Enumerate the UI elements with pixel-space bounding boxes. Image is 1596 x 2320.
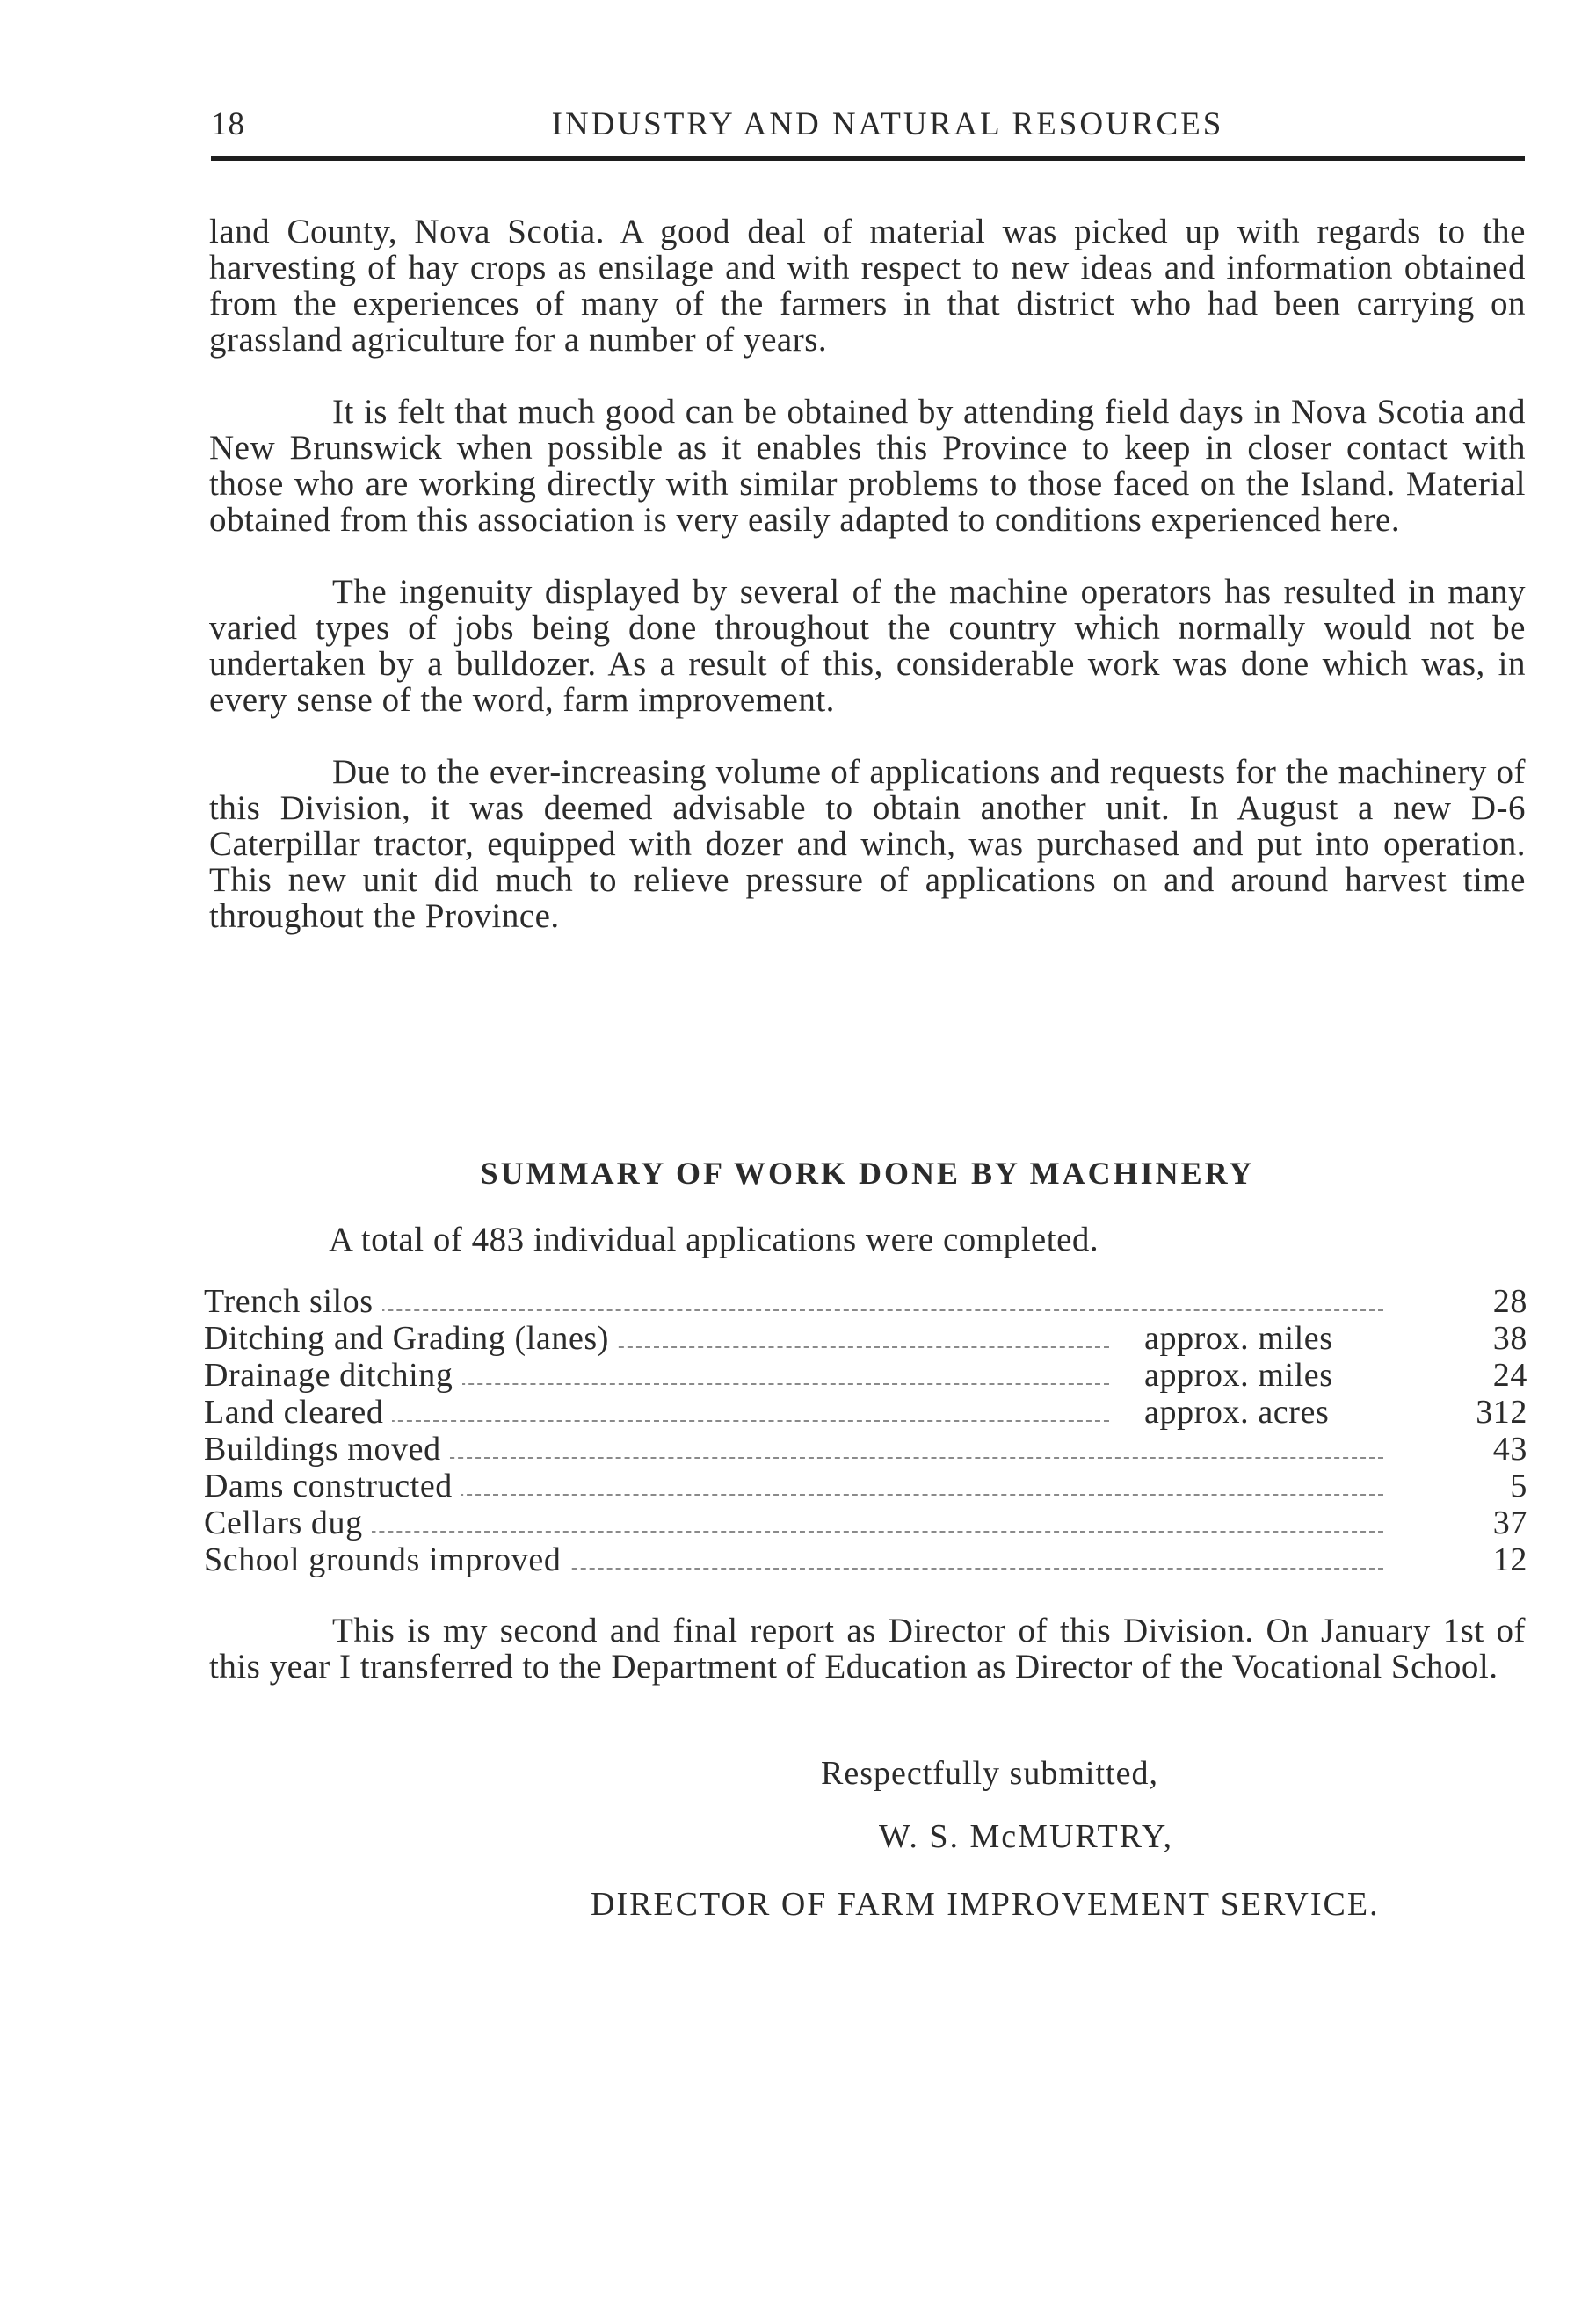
- row-value: 24: [1492, 1357, 1527, 1394]
- summary-heading: SUMMARY OF WORK DONE BY MACHINERY: [480, 1156, 1255, 1191]
- row-value: 43: [1492, 1431, 1527, 1468]
- row-label: Land cleared: [204, 1394, 392, 1431]
- row-value: 37: [1492, 1504, 1527, 1541]
- row-value: 5: [1510, 1468, 1527, 1504]
- table-row: [204, 1504, 1527, 1541]
- row-label: School grounds improved: [204, 1541, 569, 1578]
- row-label: Buildings moved: [204, 1431, 450, 1468]
- row-label: Dams constructed: [204, 1468, 461, 1504]
- row-unit: approx. miles: [1135, 1357, 1443, 1394]
- row-label: Drainage ditching: [204, 1357, 462, 1394]
- paragraph-final-report: This is my second and final report as Director of this Division. On January 1st of this year I transferred to the Department of Education as Director of the Vocational School.: [209, 1612, 1526, 1686]
- dot-leader: [204, 1531, 1383, 1533]
- table-row: [204, 1283, 1527, 1320]
- table-row: [204, 1357, 1527, 1394]
- table-row: [204, 1431, 1527, 1468]
- paragraph-ingenuity: The ingenuity displayed by several of the machine operators has resulted in many varied types of jobs being done throughout the country which normally would not be undertaken by a bulldozer. As a result of this, considerable work was done which was, in every sense of the word, farm improvement.: [209, 573, 1526, 719]
- row-unit: approx. acres: [1135, 1394, 1443, 1431]
- header-rule: [211, 156, 1525, 161]
- signatory-title: DIRECTOR OF FARM IMPROVEMENT SERVICE.: [591, 1886, 1380, 1923]
- running-head: INDUSTRY AND NATURAL RESOURCES: [551, 106, 1224, 142]
- row-label: Ditching and Grading (lanes): [204, 1320, 618, 1357]
- row-label: Trench silos: [204, 1283, 382, 1320]
- row-unit: approx. miles: [1135, 1320, 1443, 1357]
- closing-text: [209, 1613, 1526, 1685]
- paragraph-field-days: It is felt that much good can be obtained by attending field days in Nova Scotia and New Brunswick when possible as it enables this Province to keep in closer contact with those who are working directly with similar problems to those faced on the Island. Material obtained from this association is very easily adapted to conditions experienced here.: [209, 393, 1526, 539]
- table-row: [204, 1394, 1527, 1431]
- row-value: 312: [1476, 1394, 1527, 1431]
- row-value: 12: [1492, 1541, 1527, 1578]
- signatory-name: W. S. McMURTRY,: [879, 1818, 1173, 1855]
- page-number: 18: [211, 106, 245, 142]
- row-value: 28: [1492, 1283, 1527, 1320]
- paragraph-new-unit: Due to the ever-increasing volume of applications and requests for the machinery of this Division, it was deemed advisable to obtain another unit. In August a new D-6 Caterpillar tractor, equipped with dozer and winch, was purchased and put into operation. This new unit did much to relieve pressure of applications on and around harvest time throughout the Province.: [209, 753, 1526, 935]
- body-text: [209, 214, 1526, 970]
- summary-intro: A total of 483 individual applications were completed.: [329, 1221, 1099, 1258]
- table-row: [204, 1541, 1527, 1578]
- summary-table: [204, 1283, 1527, 1578]
- row-label: Cellars dug: [204, 1504, 372, 1541]
- respectfully-submitted: Respectfully submitted,: [821, 1755, 1158, 1792]
- row-value: 38: [1492, 1320, 1527, 1357]
- paragraph-continuation: land County, Nova Scotia. A good deal of material was picked up with regards to the harvesting of hay crops as ensilage and with respect to new ideas and information obtained from the experiences of many of the farmers in that district who had been carrying on grassland agriculture for a number of years.: [209, 213, 1526, 359]
- table-row: [204, 1468, 1527, 1504]
- page-header: [211, 105, 1525, 158]
- table-row: [204, 1320, 1527, 1357]
